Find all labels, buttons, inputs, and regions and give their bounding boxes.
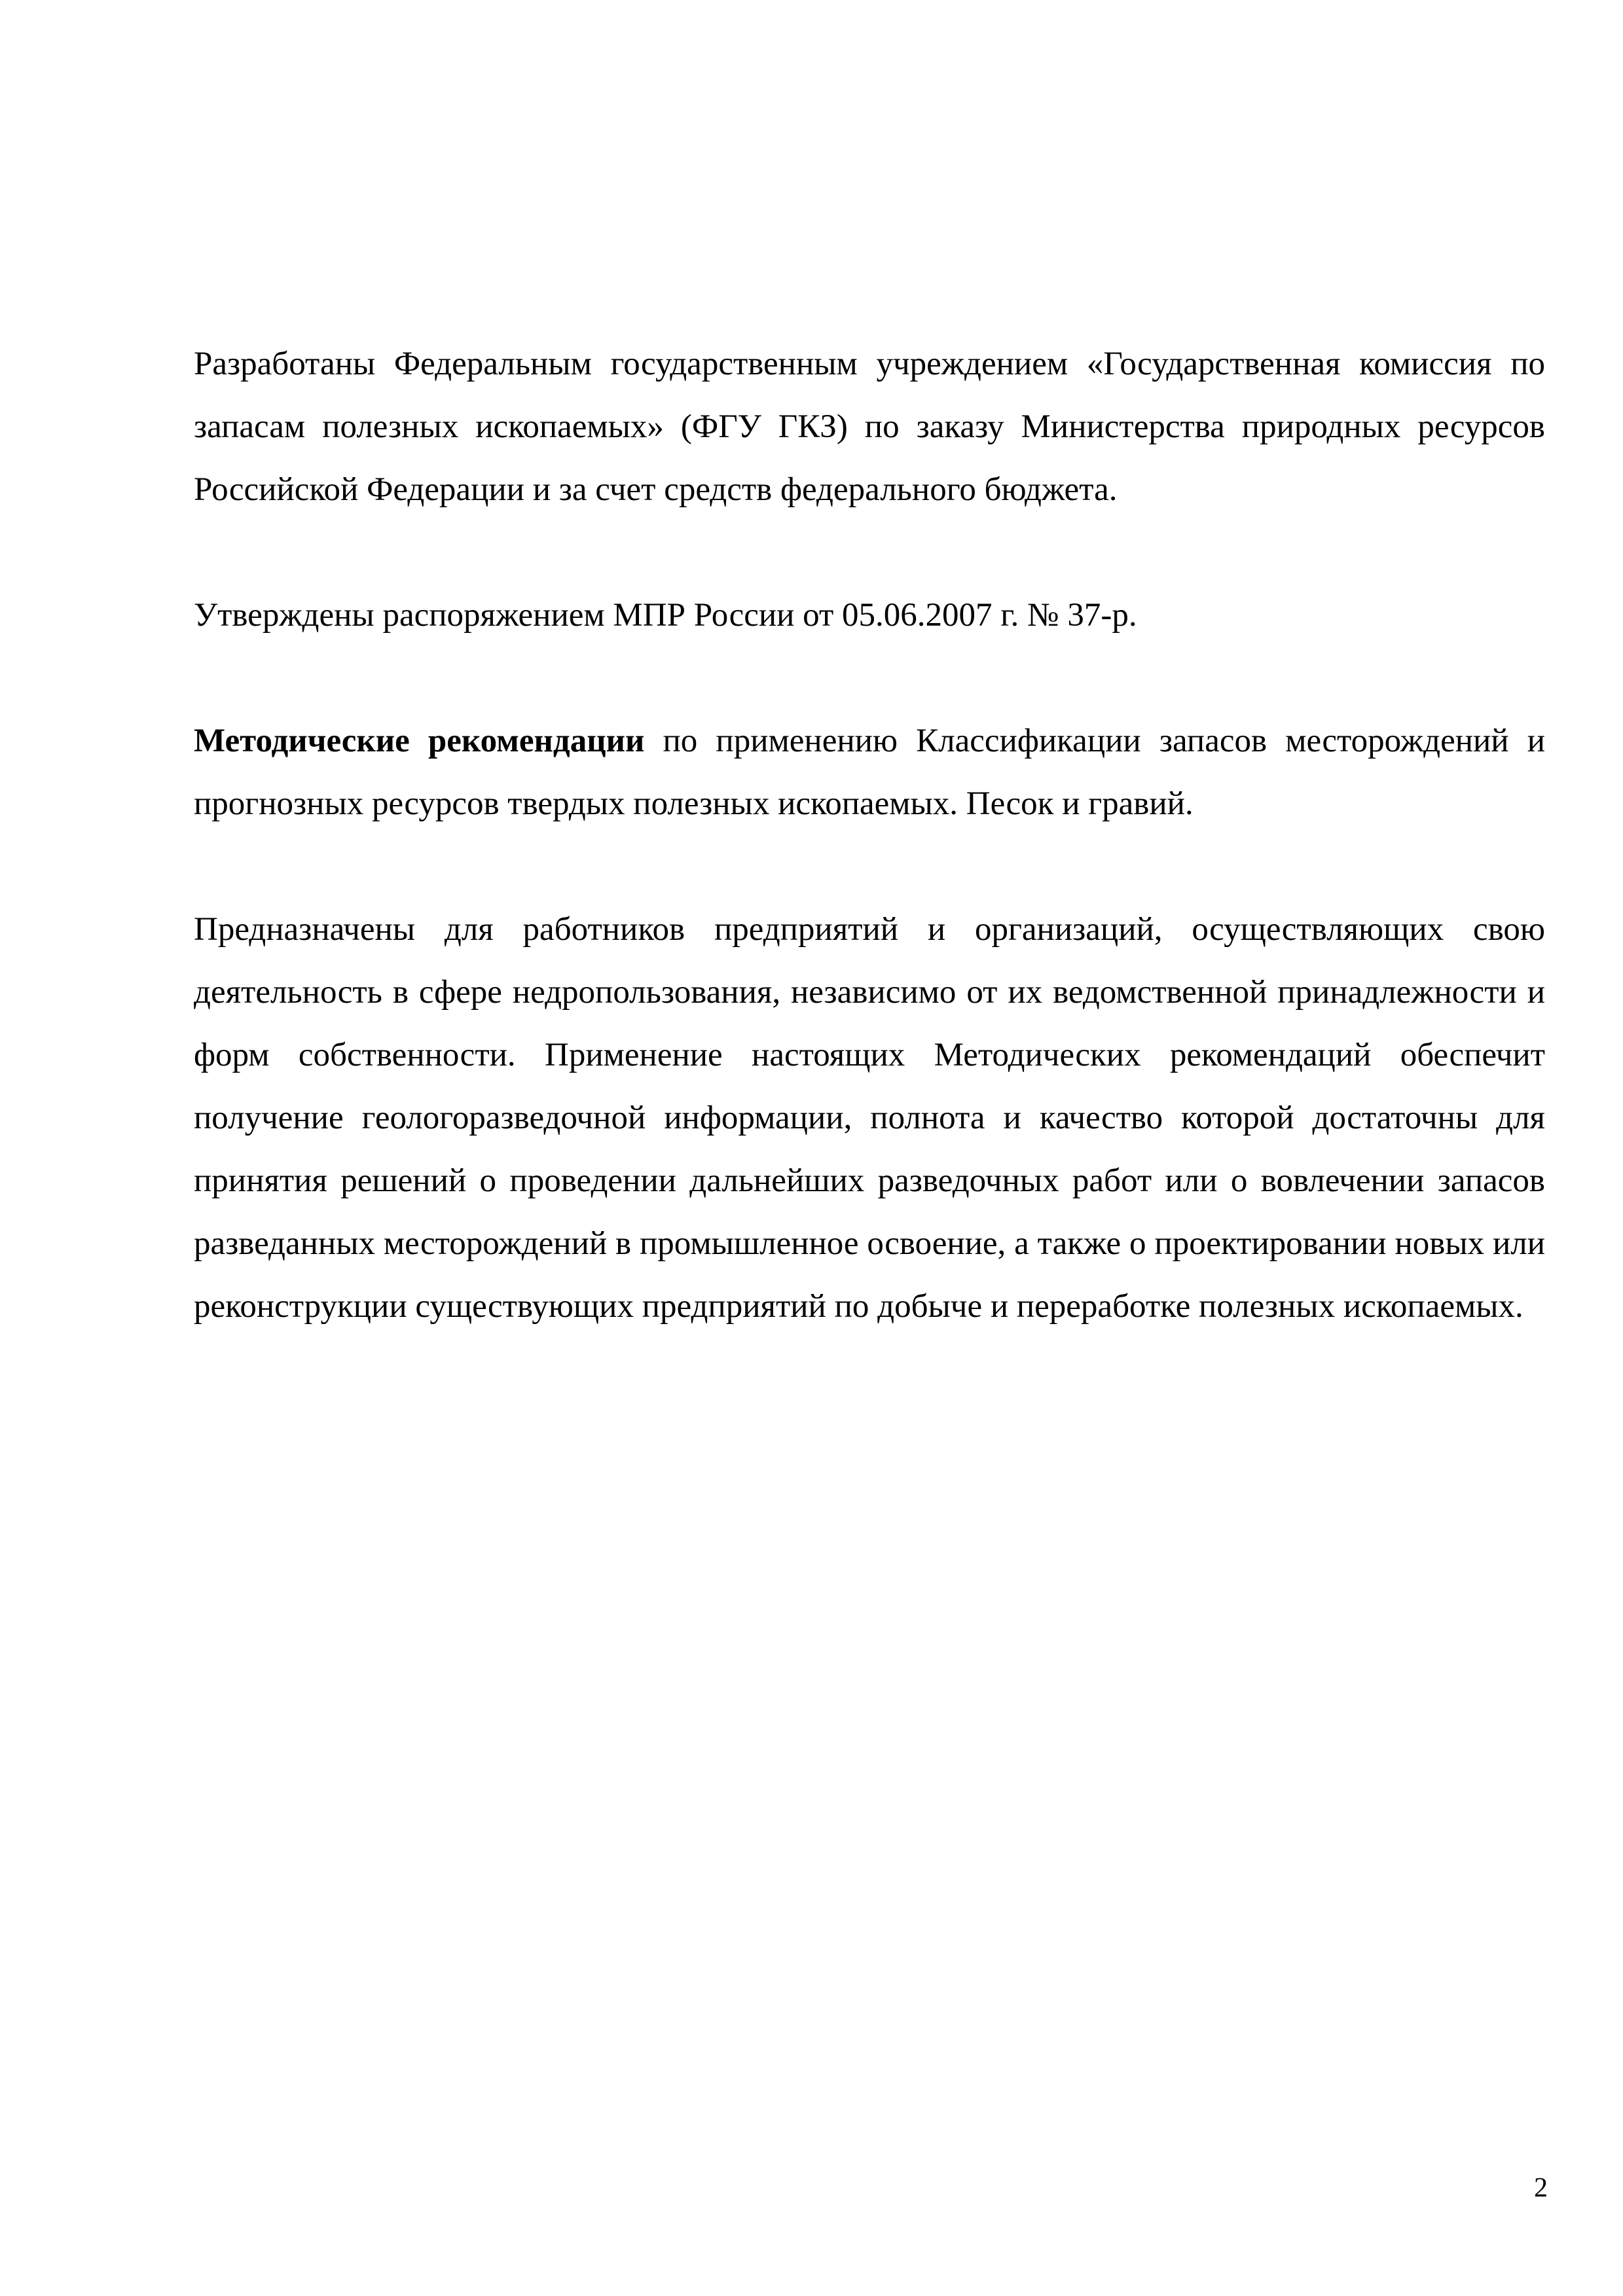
paragraph-approved-by: Утверждены распоряжением МПР России от 05.06.2007 г. № 37-р.	[194, 597, 1137, 634]
paragraph-intended-for: Предназначены для работников предприятий и организаций, осуществляющих свою деятельность в сфере недропользования, независимо от их ведомственной принадлежности и форм собственности. Применение настоящих Методических рекомендаций обеспечит получение геологоразведочной информации, полнота и качество которой достаточны для принятия решений о проведении дальнейших разведочных работ или о вовлечении запасов разведанных месторождений в промышленное освоение, а также о проектировании новых или реконструкции существующих предприятий по добыче и переработке полезных ископаемых.	[194, 911, 1545, 1325]
page-number: 2	[1534, 2173, 1548, 2203]
page-content	[194, 332, 1545, 1338]
recommendations-bold-lead: Методические рекомендации	[194, 723, 645, 759]
recommendations-text: по применению Классификации запасов месторождений и прогнозных ресурсов твердых полезных ископаемых. Песок и гравий.	[194, 723, 1546, 822]
paragraph-developed-by: Разработаны Федеральным государственным учреждением «Государственная комиссия по запасам полезных ископаемых» (ФГУ ГКЗ) по заказу Министерства природных ресурсов Российской Федерации и за счет средств федерального бюджета.	[194, 346, 1545, 508]
paragraph-recommendations-title	[194, 709, 1545, 835]
